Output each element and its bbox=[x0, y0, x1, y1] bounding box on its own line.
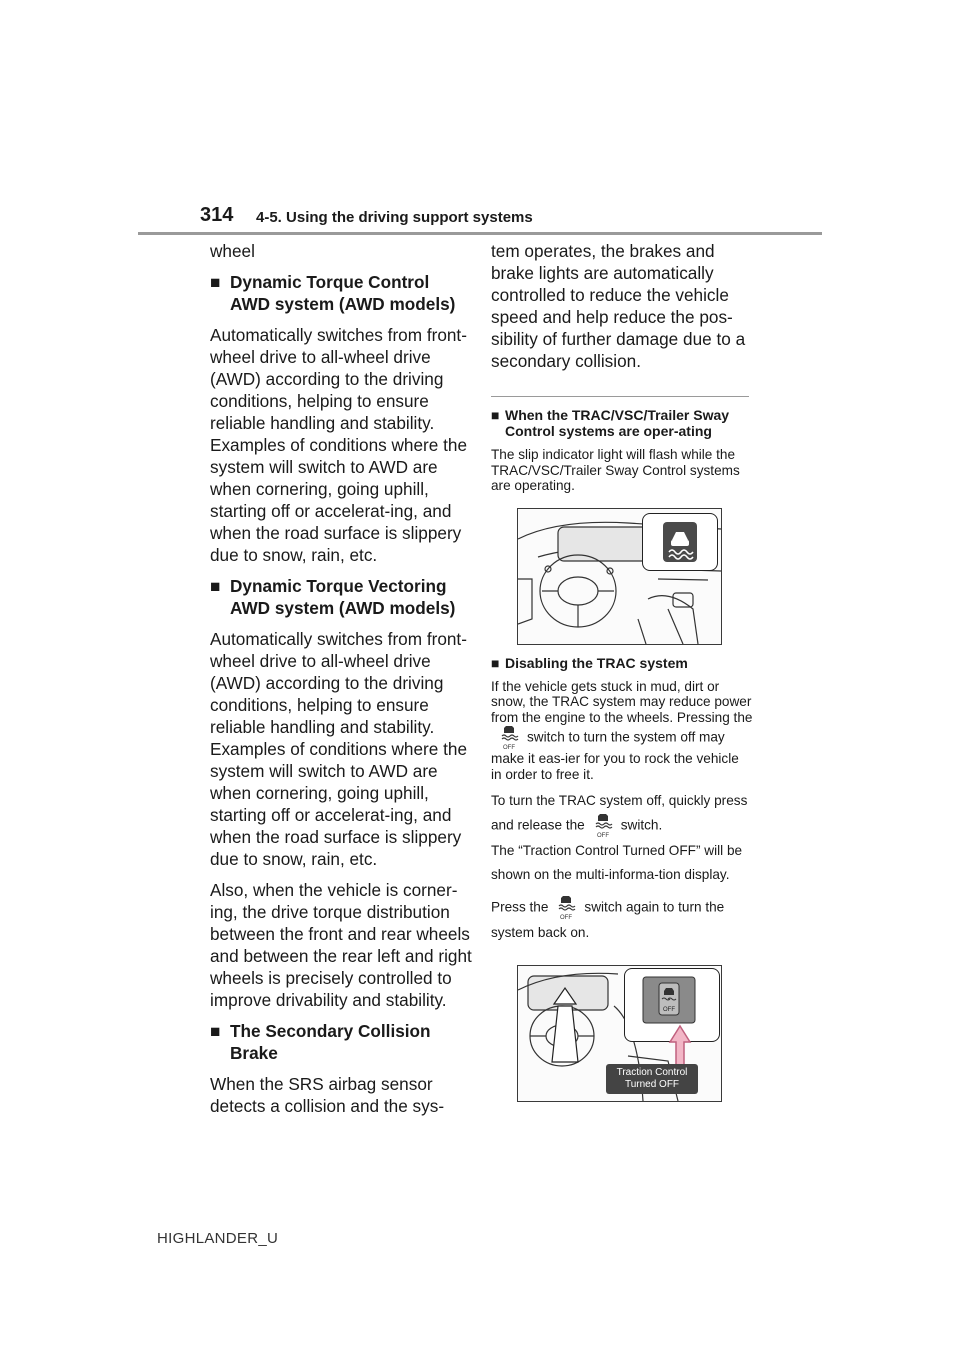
bullet-square-icon: ■ bbox=[210, 1021, 221, 1041]
paragraph-disabling-3: The “Traction Control Turned OFF” will be shown on the multi-informa-tion display. bbox=[491, 843, 743, 882]
bullet-square-icon: ■ bbox=[210, 576, 221, 596]
left-column bbox=[210, 240, 472, 1126]
footer-model: HIGHLANDER_U bbox=[157, 1230, 279, 1247]
paragraph-disabling-4: Press the OFF switch again to turn the system back on. bbox=[491, 895, 753, 945]
svg-text:OFF: OFF bbox=[560, 915, 573, 921]
paragraph-torque-vectoring-1: Automatically switches from front-wheel drive to all-wheel drive (AWD) according to the driving conditions, helping to ensure reliable handling and stability. Examples of conditions where the system will switch to AWD are when cornering, going uphill, starting off or accelerat-ing, and when the road surface is slippery due to snow, rain, etc. bbox=[210, 629, 467, 869]
svg-text:OFF: OFF bbox=[663, 1007, 675, 1013]
bullet-square-icon: ■ bbox=[491, 654, 500, 671]
paragraph-continuation: tem operates, the brakes and brake lights are automatically controlled to reduce the vehicle speed and help reduce the pos-sibility of further damage due to a secondary collision. bbox=[491, 241, 746, 371]
trac-off-switch-icon bbox=[591, 813, 615, 839]
svg-text:OFF: OFF bbox=[596, 833, 609, 839]
lead-text: wheel bbox=[210, 241, 255, 261]
note-body-trac-operating: The slip indicator light will flash while the TRAC/VSC/Trailer Sway Control systems are operating. bbox=[491, 447, 740, 493]
note-divider bbox=[491, 396, 749, 397]
paragraph-torque-vectoring-2: Also, when the vehicle is corner-ing, the drive torque distribution between the front and rear wheels and between the rear left and right wheels is precisely controlled to improve drivability and stability. bbox=[210, 880, 472, 1010]
heading-dynamic-torque-control: ■ Dynamic Torque Control AWD system (AWD models) bbox=[210, 272, 456, 314]
bullet-square-icon: ■ bbox=[210, 272, 221, 292]
figure-slip-indicator bbox=[517, 508, 722, 645]
paragraph-disabling-2: To turn the TRAC system off, quickly press and release the OFF switch. bbox=[491, 793, 748, 839]
trac-off-switch-icon bbox=[554, 895, 578, 921]
paragraph-torque-control: Automatically switches from front-wheel drive to all-wheel drive (AWD) according to the driving conditions, helping to ensure reliable handling and stability. Examples of conditions where the system will switch to AWD are when cornering, going uphill, starting off or accelerat-ing, and when the road surface is slippery due to snow, rain, etc. bbox=[210, 325, 467, 565]
trac-off-switch-icon bbox=[497, 725, 521, 751]
heading-dynamic-torque-vectoring: ■ Dynamic Torque Vectoring AWD system (AWD models) bbox=[210, 576, 456, 618]
bullet-square-icon: ■ bbox=[491, 407, 500, 423]
slip-indicator-callout bbox=[642, 513, 718, 571]
header-rule bbox=[138, 232, 822, 235]
page-number: 314 bbox=[200, 204, 234, 226]
note-heading-disabling-trac: ■ Disabling the TRAC system bbox=[491, 654, 688, 671]
slip-indicator-icon bbox=[643, 514, 717, 570]
right-column bbox=[491, 240, 753, 1102]
traction-control-off-display: Traction Control Turned OFF bbox=[606, 1064, 698, 1094]
heading-secondary-collision-brake: ■ The Secondary Collision Brake bbox=[210, 1021, 431, 1063]
figure-trac-off-switch bbox=[517, 965, 722, 1102]
paragraph-secondary-collision: When the SRS airbag sensor detects a collision and the sys- bbox=[210, 1074, 445, 1116]
paragraph-disabling-1: If the vehicle gets stuck in mud, dirt or snow, the TRAC system may reduce power from the engine to the wheels. Pressing the OFF switch to turn the system off may make it eas-ier for you to rock the vehicle in order to free it. bbox=[491, 678, 753, 782]
svg-text:OFF: OFF bbox=[503, 745, 515, 751]
section-title: 4-5. Using the driving support systems bbox=[256, 209, 533, 226]
note-heading-trac-operating: ■ When the TRAC/VSC/Trailer Sway Control systems are oper-ating bbox=[491, 407, 730, 439]
